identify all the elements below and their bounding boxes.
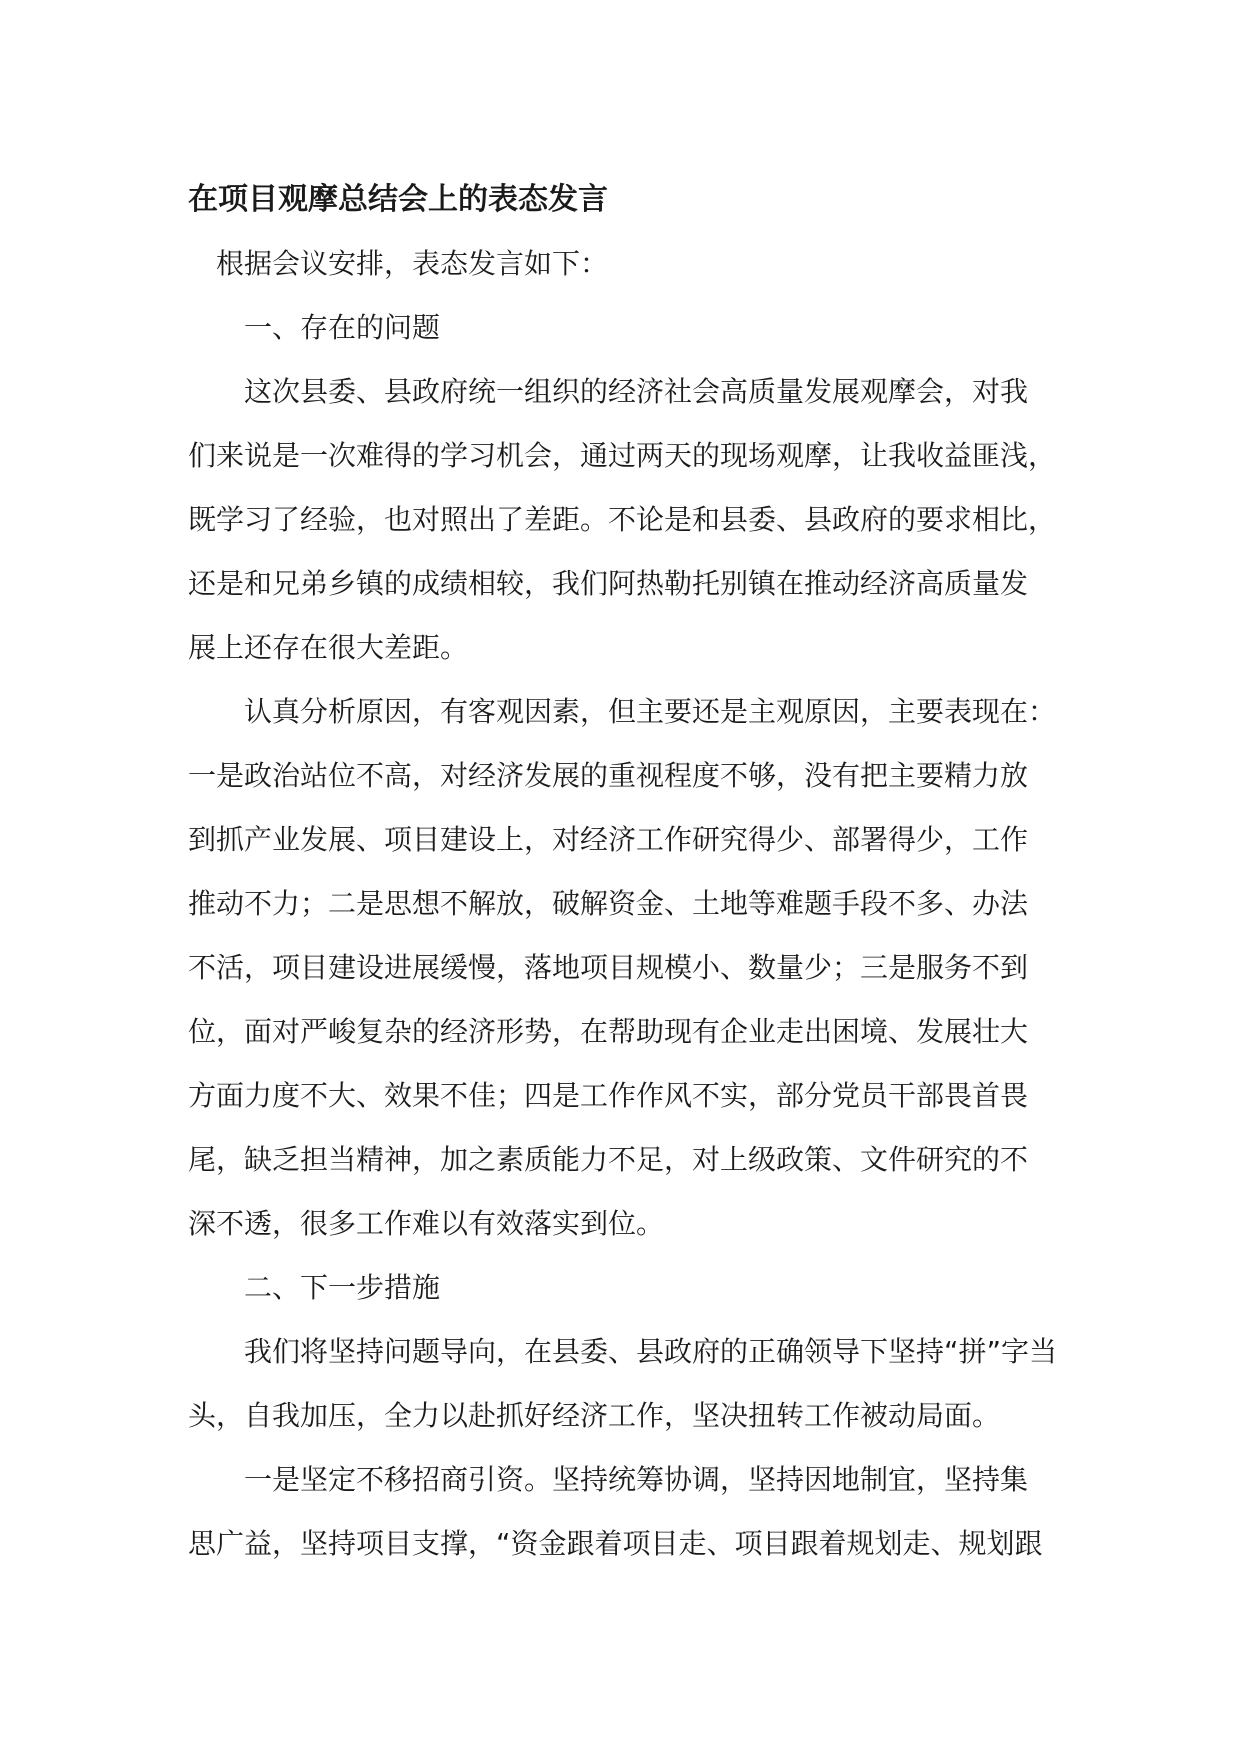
document-title: 在项目观摩总结会上的表态发言 <box>188 182 608 217</box>
intro-line: 根据会议安排，表态发言如下： <box>216 247 609 280</box>
paragraph-line: 推动不力；二是思想不解放，破解资金、土地等难题手段不多、办法 <box>188 887 1029 920</box>
paragraph-line: 一是坚定不移招商引资。坚持统筹协调，坚持因地制宜，坚持集 <box>244 1463 1029 1496</box>
paragraph-line: 方面力度不大、效果不佳；四是工作作风不实，部分党员干部畏首畏 <box>188 1079 1029 1112</box>
paragraph-line: 思广益，坚持项目支撑，“资金跟着项目走、项目跟着规划走、规划跟 <box>188 1527 1043 1560</box>
paragraph-line: 深不透，很多工作难以有效落实到位。 <box>188 1207 665 1240</box>
paragraph-line: 既学习了经验，也对照出了差距。不论是和县委、县政府的要求相比， <box>188 503 1057 536</box>
paragraph-line: 还是和兄弟乡镇的成绩相较，我们阿热勒托别镇在推动经济高质量发 <box>188 567 1029 600</box>
paragraph-line: 们来说是一次难得的学习机会，通过两天的现场观摩，让我收益匪浅， <box>188 439 1057 472</box>
section-heading-next-steps: 二、下一步措施 <box>244 1271 441 1304</box>
paragraph-line: 不活，项目建设进展缓慢，落地项目规模小、数量少；三是服务不到 <box>188 951 1029 984</box>
paragraph-line: 这次县委、县政府统一组织的经济社会高质量发展观摩会，对我 <box>244 375 1029 408</box>
paragraph-line: 我们将坚持问题导向，在县委、县政府的正确领导下坚持“拼”字当 <box>244 1335 1058 1368</box>
paragraph-line: 位，面对严峻复杂的经济形势，在帮助现有企业走出困境、发展壮大 <box>188 1015 1029 1048</box>
paragraph-line: 尾，缺乏担当精神，加之素质能力不足，对上级政策、文件研究的不 <box>188 1143 1029 1176</box>
paragraph-line: 展上还存在很大差距。 <box>188 631 469 664</box>
paragraph-line: 到抓产业发展、项目建设上，对经济工作研究得少、部署得少，工作 <box>188 823 1029 856</box>
paragraph-line: 认真分析原因，有客观因素，但主要还是主观原因，主要表现在： <box>244 695 1057 728</box>
paragraph-line: 一是政治站位不高，对经济发展的重视程度不够，没有把主要精力放 <box>188 759 1029 792</box>
section-heading-problems: 一、存在的问题 <box>244 311 441 344</box>
paragraph-line: 头，自我加压，全力以赴抓好经济工作，坚决扭转工作被动局面。 <box>188 1399 1001 1432</box>
